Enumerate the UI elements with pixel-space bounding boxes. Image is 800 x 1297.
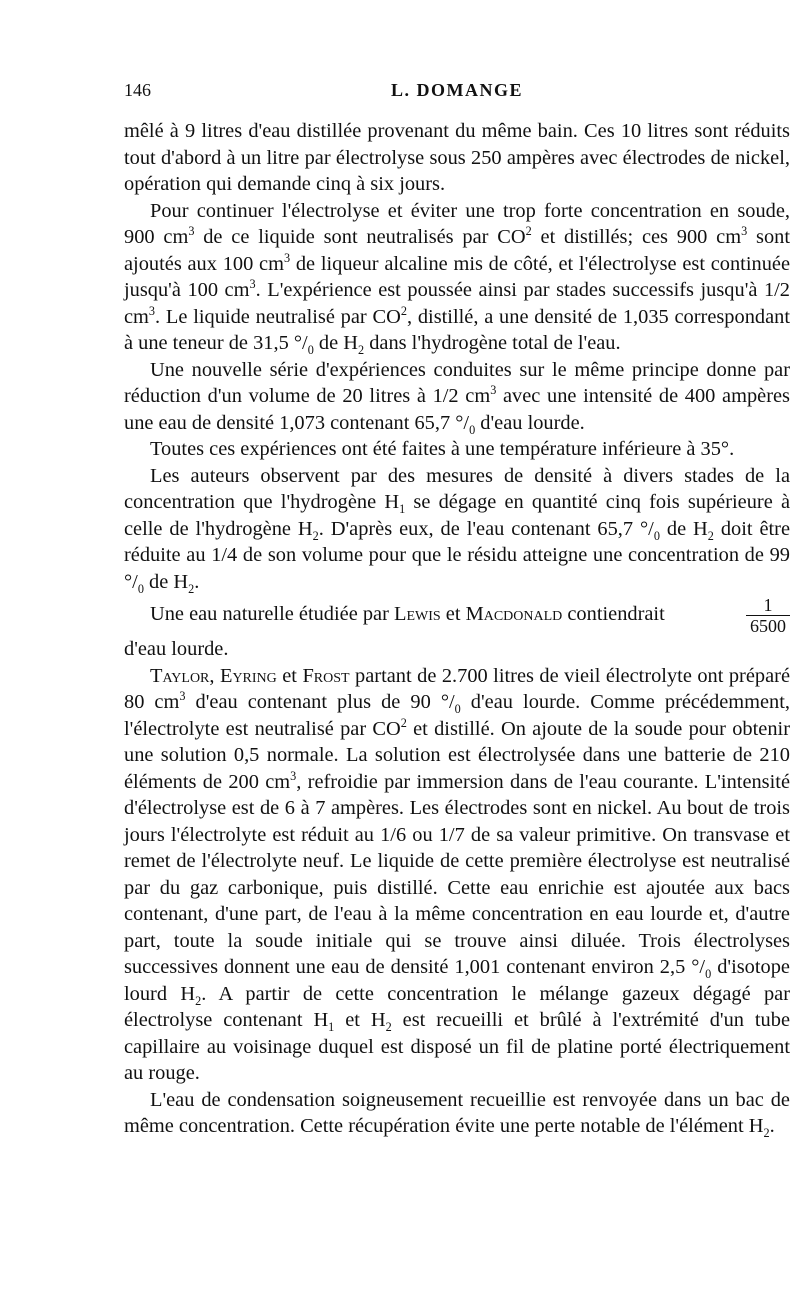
paragraph-7: Taylor, Eyring et Frost partant de 2.700 litres de vieil électrolyte ont préparé 80 $cm^3$ d'eau contenant plus de 90 $^\circ/_0$ d'eau lourde. Comme précédemment, l'électrolyte est neutralisé par $CO^2$ et distillé. On ajoute de la soude pour obtenir une solution 0,5 normale. La solution est électrolysée dans une batterie de 210 éléments de 200 $cm^3$, refroidie par immersion dans de l'eau courante. L'intensité d'électrolyse est de 6 à 7 ampères. Les électrodes sont en nickel. Au bout de trois jours l'électrolyte est réduit au 1/6 ou 1/7 de sa valeur primitive. On transvase et remet de l'électrolyte neuf. Le liquide de cette première électrolyse est neutralisé par du gaz carbonique, puis distillé. Cette eau enrichie est ajoutée aux bacs contenant, d'une part, de l'eau à la même concentration en eau lourde et, d'autre part, toute la soude initiale qui se trouve ainsi diluée. Trois électrolyses successives donnent une eau de densité 1,001 contenant environ 2,5 $^\circ/_0$ d'isotope lourd $H_2$. A partir de cette concentration le mélange gazeux dégagé par électrolyse contenant $H_1$ et $H_2$ est recueilli et brûlé à l'extrémité d'un tube capillaire au voisinage duquel est disposé un fil de platine porté électriquement au rouge. <box>124 664 791 1084</box>
fraction-one-over-6500: $\frac{1}{6500}$ <box>746 595 790 636</box>
author-lewis: Lewis <box>394 603 441 625</box>
author-taylor: Taylor <box>150 664 210 687</box>
author-frost: Frost <box>302 664 350 687</box>
paragraph-8: L'eau de condensation soigneusement recueillie est renvoyée dans un bac de même concentration. Cette récupération évite une perte notable de l'élément $H_2$. <box>124 1088 790 1141</box>
paragraph-1: mêlé à 9 litres d'eau distillée provenant du même bain. Ces 10 litres sont réduits tout d'abord à un litre par électrolyse sous 250 ampères avec électrodes de nickel, opération qui demande cinq à six jours. <box>124 120 790 195</box>
author-eyring: Eyring <box>219 664 277 687</box>
body-text <box>124 118 790 1140</box>
paragraph-4: Toutes ces expériences ont été faites à une température inférieure à 35°. <box>150 438 735 460</box>
running-title: L. DOMANGE <box>391 80 523 100</box>
paragraph-2: Pour continuer l'électrolyse et éviter une trop forte concentration en soude, 900 $cm^3$ de ce liquide sont neutralisés par $CO^2$ et distillés; ces 900 $cm^3$ sont ajoutés aux 100 $cm^3$ de liqueur alcaline mis de côté, et l'électrolyse est continuée jusqu'à 100 $cm^3$. L'expérience est poussée ainsi par stades successifs jusqu'à 1/2 $cm^3$. Le liquide neutralisé par $CO^2$, distillé, a une densité de 1,035 correspondant à une teneur de 31,5 $^\circ/_0$ de $H_2$ dans l'hydrogène total de l'eau. <box>124 199 791 358</box>
paragraph-6-end: d'eau lourde. <box>124 638 229 660</box>
author-macdonald: Macdonald <box>465 603 563 625</box>
paragraph-5: Les auteurs observent par des mesures de densité à divers stades de la concentration que l'hydrogène $H_1$ se dégage en quantité cinq fois supérieure à celle de l'hydrogène $H_2$. D'après eux, de l'eau contenant 65,7 $^\circ/_0$ de $H_2$ doit être réduite au 1/4 de son volume pour que le résidu atteigne une concentration de 99 $^\circ/_0$ de $H_2$. <box>124 464 791 596</box>
page-header <box>124 80 790 106</box>
page-number: 146 <box>124 80 151 100</box>
paragraph-3: Une nouvelle série d'expériences conduites sur le même principe donne par réduction d'un volume de 20 litres à 1/2 $cm^3$ avec une intensité de 400 ampères une eau de densité 1,073 contenant 65,7 $^\circ/_0$ d'eau lourde. <box>124 358 790 437</box>
paragraph-6: Une eau naturelle étudiée par Lewis et Macdonald contiendrait $\frac{1}{6500}$ <box>124 595 790 636</box>
